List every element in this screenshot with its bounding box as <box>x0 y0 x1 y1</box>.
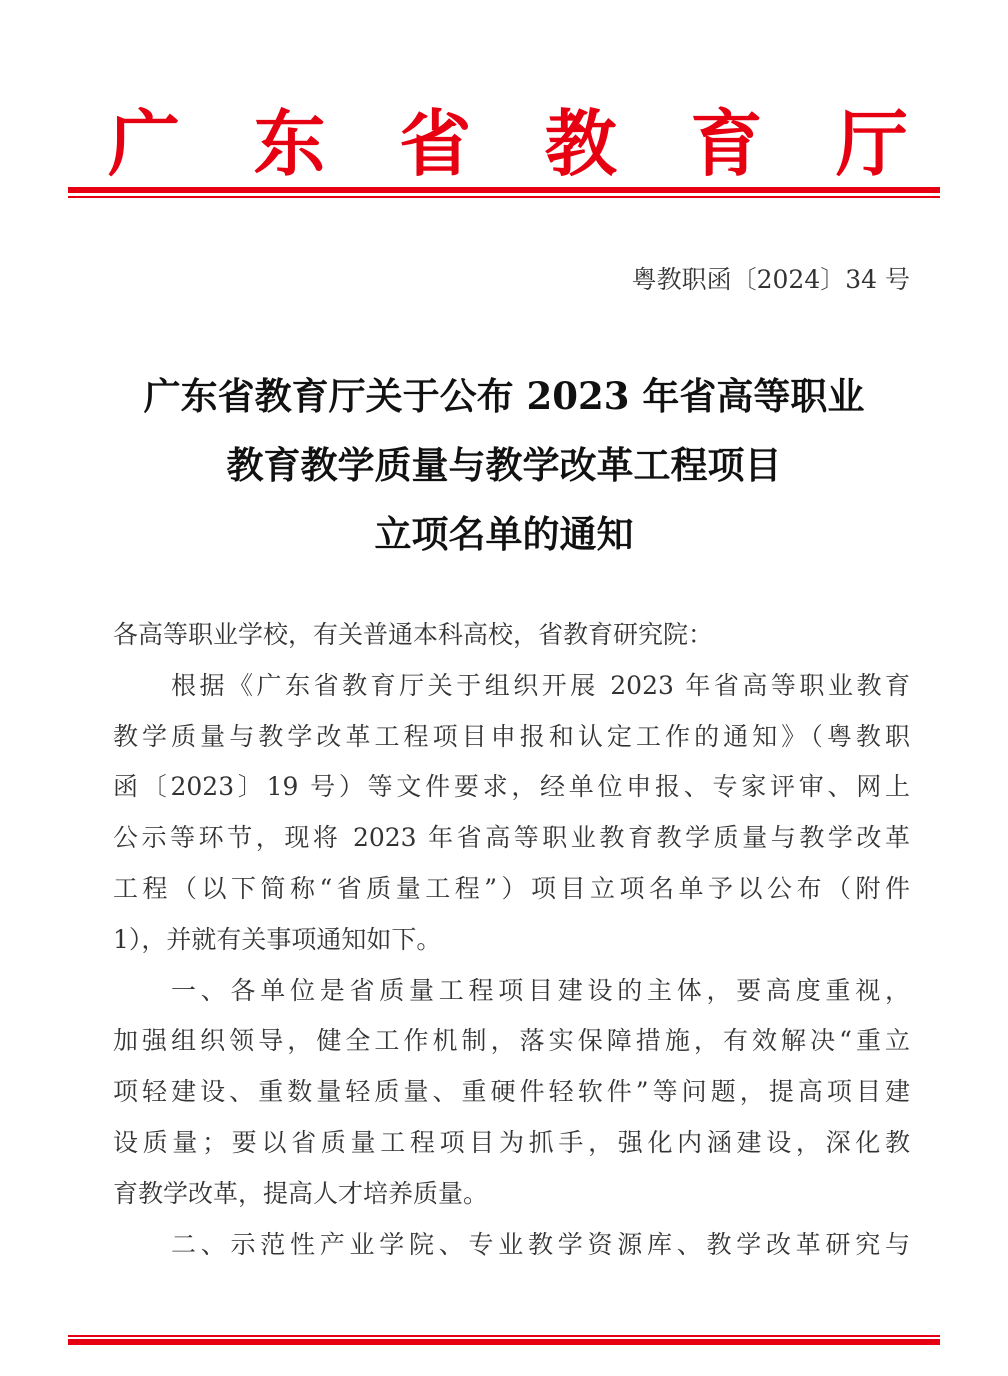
body-line: 1），并就有关事项通知如下。 <box>113 924 442 954</box>
masthead-char: 东 <box>253 101 326 186</box>
body-line: 设质量；要以省质量工程项目为抓手，强化内涵建设，深化教 <box>113 1127 910 1157</box>
masthead-char: 教 <box>544 101 617 186</box>
title-line: 广东省教育厅关于公布 2023 年省高等职业 <box>143 374 865 418</box>
body-line: 二、示范性产业学院、专业教学资源库、教学改革研究与 <box>171 1229 910 1259</box>
title-line: 立项名单的通知 <box>374 512 634 556</box>
body-line: 根据《广东省教育厅关于组织开展 2023 年省高等职业教育 <box>171 670 910 700</box>
footer-rule-thin <box>68 1335 940 1337</box>
header-rule-thick <box>68 187 940 193</box>
body-line: 教学质量与教学改革工程项目申报和认定工作的通知》（粤教职 <box>113 721 910 751</box>
masthead-char: 厅 <box>835 101 908 186</box>
body-line: 育教学改革，提高人才培养质量。 <box>113 1178 489 1208</box>
header-rule-thin <box>68 196 940 198</box>
body-line: 工程（以下简称“省质量工程”）项目立项名单予以公布（附件 <box>113 873 910 903</box>
salutation: 各高等职业学校，有关普通本科高校，省教育研究院： <box>113 620 714 649</box>
body-line: 加强组织领导，健全工作机制，落实保障措施，有效解决“重立 <box>113 1026 910 1056</box>
body-line: 项轻建设、重数量轻质量、重硬件轻软件”等问题，提高项目建 <box>113 1077 910 1107</box>
body-line: 函〔2023〕19 号）等文件要求，经单位申报、专家评审、网上 <box>113 772 910 802</box>
document-number: 粤教职函〔2024〕34 号 <box>631 265 910 294</box>
body-line: 一、各单位是省质量工程项目建设的主体，要高度重视， <box>171 975 910 1005</box>
footer-rule-thick <box>68 1339 940 1345</box>
masthead-char: 育 <box>690 101 763 186</box>
document-body <box>113 610 910 1270</box>
masthead <box>108 100 908 188</box>
masthead-char: 省 <box>399 101 472 186</box>
document-title <box>0 362 1008 569</box>
body-line: 公示等环节，现将 2023 年省高等职业教育教学质量与教学改革 <box>113 823 910 853</box>
title-line: 教育教学质量与教学改革工程项目 <box>226 443 782 487</box>
masthead-char: 广 <box>108 101 181 186</box>
